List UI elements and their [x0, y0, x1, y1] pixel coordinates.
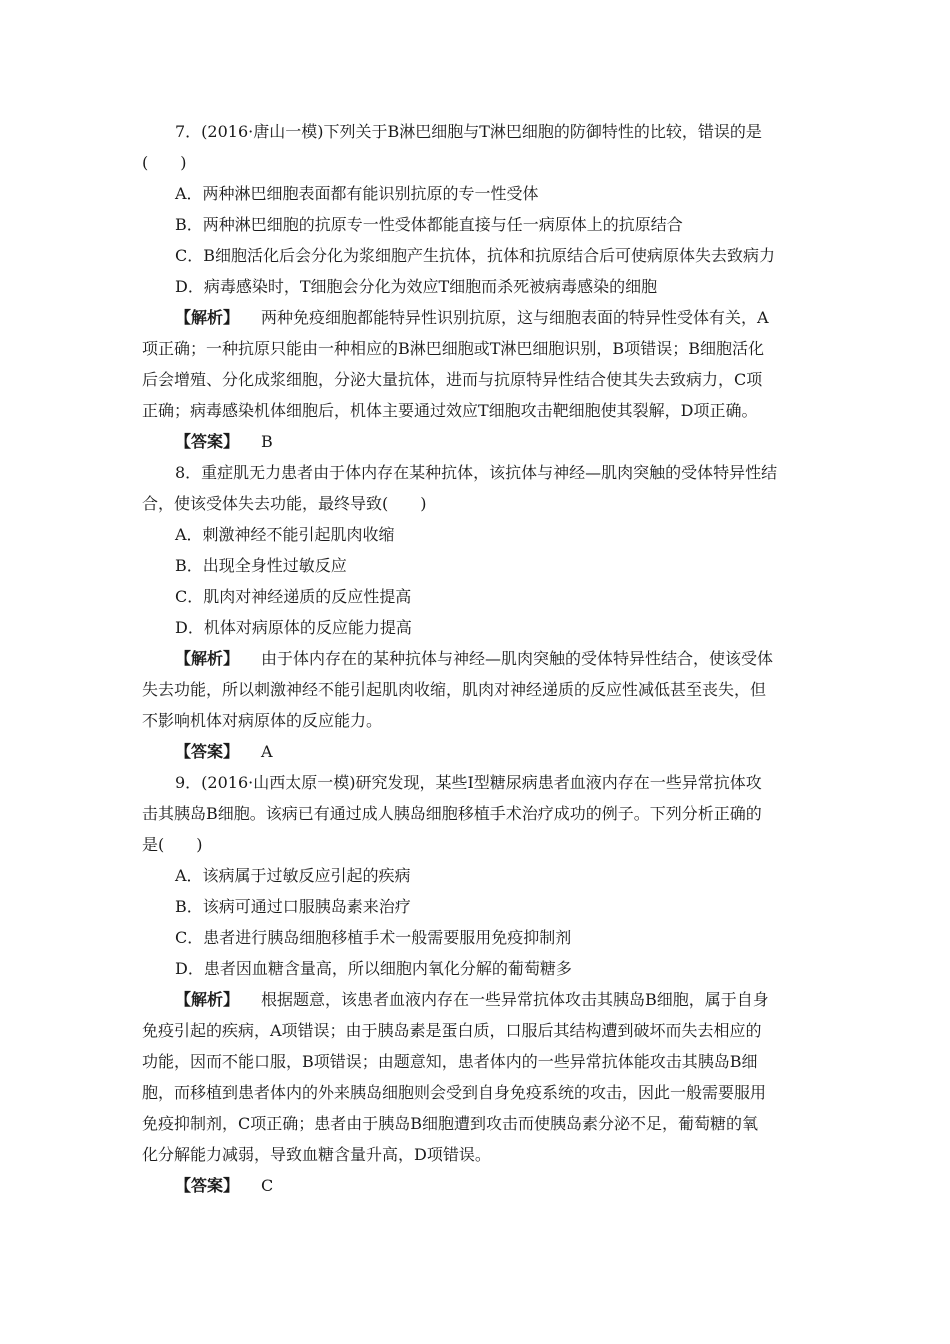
analysis-text: 后会增殖、分化成浆细胞，分泌大量抗体，进而与抗原特异性结合使其失去致病力，C项 [142, 370, 763, 389]
analysis-text: 项正确；一种抗原只能由一种相应的B淋巴细胞或T淋巴细胞识别，B项错误；B细胞活化 [142, 339, 764, 358]
analysis-text: 正确；病毒感染机体细胞后，机体主要通过效应T细胞攻击靶细胞使其裂解，D项正确。 [142, 401, 758, 420]
answer-label: 【答案】 [175, 432, 240, 451]
analysis-text: 不影响机体对病原体的反应能力。 [142, 711, 383, 730]
answer-line [142, 1170, 822, 1201]
question-stem-line: ( ) [142, 153, 187, 172]
answer-option: A．刺激神经不能引起肌肉收缩 [175, 525, 395, 544]
analysis-line [142, 984, 822, 1015]
analysis-text: 免疫引起的疾病，A项错误；由于胰岛素是蛋白质，口服后其结构遭到破坏而失去相应的 [142, 1021, 762, 1040]
answer-value: B [261, 432, 273, 451]
answer-line [142, 736, 822, 767]
analysis-line [142, 643, 822, 674]
question-stem-line: 是( ) [142, 835, 203, 854]
question-block [142, 116, 822, 457]
analysis-line [142, 1139, 822, 1170]
question-stem-line: 9．(2016·山西太原一模)研究发现，某些Ⅰ型糖尿病患者血液内存在一些异常抗体攻 [175, 773, 762, 792]
analysis-line [142, 1015, 822, 1046]
question-block [142, 457, 822, 767]
analysis-line [142, 1108, 822, 1139]
analysis-line [142, 302, 822, 333]
answer-option: B．两种淋巴细胞的抗原专一性受体都能直接与任一病原体上的抗原结合 [175, 215, 683, 234]
analysis-line [142, 1077, 822, 1108]
answer-label: 【答案】 [175, 1176, 240, 1195]
answer-option: A．两种淋巴细胞表面都有能识别抗原的专一性受体 [175, 184, 539, 203]
answer-option: D．机体对病原体的反应能力提高 [175, 618, 412, 637]
question-stem-line: 合，使该受体失去功能，最终导致( ) [142, 494, 427, 513]
question-stem-line: 7．(2016·唐山一模)下列关于B淋巴细胞与T淋巴细胞的防御特性的比较，错误的是 [175, 122, 762, 141]
analysis-label: 【解析】 [175, 990, 240, 1009]
analysis-label: 【解析】 [175, 649, 240, 668]
answer-label: 【答案】 [175, 742, 240, 761]
answer-line [142, 426, 822, 457]
analysis-text: 两种免疫细胞都能特异性识别抗原，这与细胞表面的特异性受体有关，A [261, 308, 769, 327]
analysis-text: 免疫抑制剂，C项正确；患者由于胰岛B细胞遭到攻击而使胰岛素分泌不足，葡萄糖的氧 [142, 1114, 759, 1133]
answer-option: C．患者进行胰岛细胞移植手术一般需要服用免疫抑制剂 [175, 928, 572, 947]
answer-option: C．B细胞活化后会分化为浆细胞产生抗体，抗体和抗原结合后可使病原体失去致病力 [175, 246, 776, 265]
analysis-text: 胞，而移植到患者体内的外来胰岛细胞则会受到自身免疫系统的攻击，因此一般需要服用 [142, 1083, 767, 1102]
analysis-line [142, 364, 822, 395]
answer-option: B．该病可通过口服胰岛素来治疗 [175, 897, 411, 916]
analysis-line [142, 395, 822, 426]
question-block [142, 767, 822, 1201]
analysis-text: 失去功能，所以刺激神经不能引起肌肉收缩，肌肉对神经递质的反应性减低甚至丧失，但 [142, 680, 767, 699]
analysis-text: 根据题意，该患者血液内存在一些异常抗体攻击其胰岛B细胞，属于自身 [261, 990, 769, 1009]
analysis-text: 功能，因而不能口服，B项错误；由题意知，患者体内的一些异常抗体能攻击其胰岛B细 [142, 1052, 758, 1071]
analysis-text: 化分解能力减弱，导致血糖含量升高，D项错误。 [142, 1145, 491, 1164]
answer-option: D．病毒感染时，T细胞会分化为效应T细胞而杀死被病毒感染的细胞 [175, 277, 658, 296]
analysis-line [142, 333, 822, 364]
answer-value: C [261, 1176, 274, 1195]
analysis-text: 由于体内存在的某种抗体与神经—肌肉突触的受体特异性结合，使该受体 [261, 649, 774, 668]
analysis-line [142, 705, 822, 736]
answer-option: B．出现全身性过敏反应 [175, 556, 347, 575]
analysis-label: 【解析】 [175, 308, 240, 327]
answer-value: A [261, 742, 273, 761]
answer-option: D．患者因血糖含量高，所以细胞内氧化分解的葡萄糖多 [175, 959, 572, 978]
question-stem-line: 8．重症肌无力患者由于体内存在某种抗体，该抗体与神经—肌肉突触的受体特异性结 [175, 463, 778, 482]
answer-option: C．肌肉对神经递质的反应性提高 [175, 587, 412, 606]
answer-option: A．该病属于过敏反应引起的疾病 [175, 866, 411, 885]
analysis-line [142, 1046, 822, 1077]
analysis-line [142, 674, 822, 705]
question-stem-line: 击其胰岛B细胞。该病已有通过成人胰岛细胞移植手术治疗成功的例子。下列分析正确的 [142, 804, 762, 823]
